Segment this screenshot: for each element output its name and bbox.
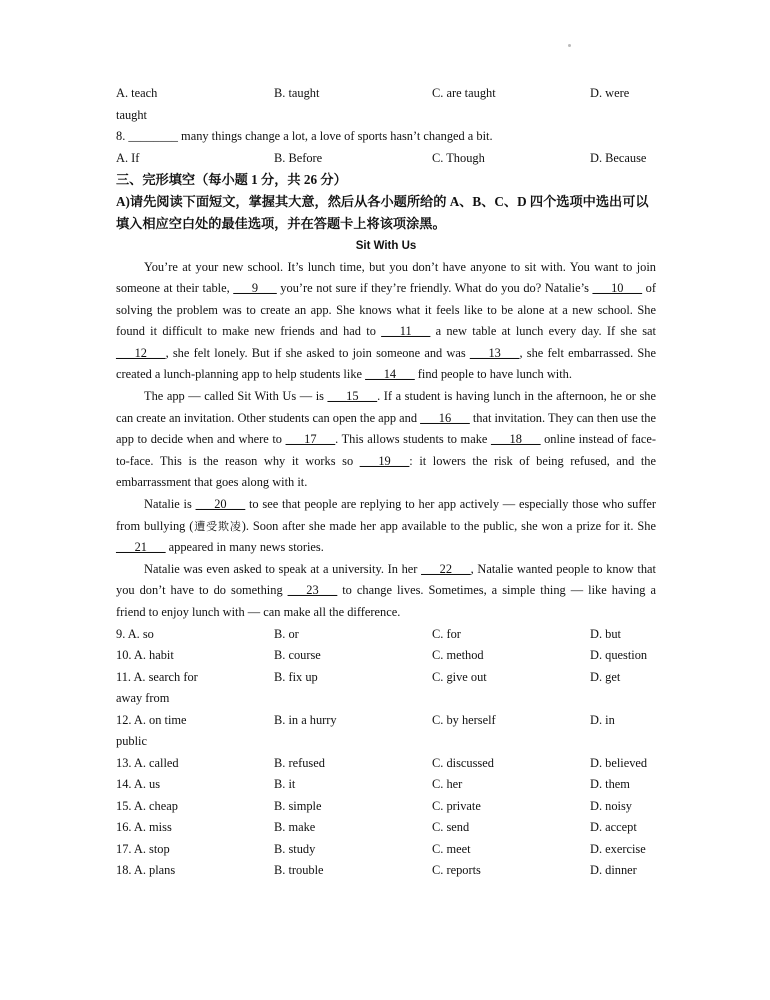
option-d: D. in	[590, 712, 615, 727]
section-heading: 三、完形填空（每小题 1 分，共 26 分）	[116, 172, 347, 187]
option-d: D. dinner	[590, 863, 637, 878]
option-a: 15. A. cheap	[116, 798, 178, 813]
option-c: C. give out	[432, 669, 487, 684]
option-row-q18	[116, 860, 656, 882]
option-b: B. simple	[274, 798, 322, 813]
option-d: D. but	[590, 626, 621, 641]
question-8: 8. ________ many things change a lot, a love of sports hasn’t changed a bit.	[116, 129, 493, 143]
blank-9: ___9___	[233, 281, 277, 296]
option-a: 13. A. called	[116, 755, 179, 770]
option-d: D. exercise	[590, 841, 646, 856]
option-b: B. or	[274, 626, 299, 641]
option-wrap: taught	[116, 107, 147, 122]
option-b: B. refused	[274, 755, 325, 770]
option-a: A. If	[116, 150, 140, 165]
blank-20: ___20___	[195, 497, 246, 512]
option-c: C. her	[432, 777, 463, 792]
option-d: D. them	[590, 777, 630, 792]
blank-10: ___10___	[592, 281, 643, 296]
option-b: B. in a hurry	[274, 712, 337, 727]
blank-23: ___23___	[287, 583, 338, 598]
option-wrap: away from	[116, 691, 170, 706]
option-row-q7	[116, 83, 656, 105]
option-b: B. study	[274, 841, 316, 856]
option-d: D. believed	[590, 755, 648, 770]
blank-15: ___15___	[327, 389, 378, 404]
option-b: B. make	[274, 820, 316, 835]
option-row-q14	[116, 774, 656, 796]
blank-11: ___11___	[381, 324, 431, 339]
passage-paragraph-1: You’re at your new school. It’s lunch time, but you don’t have anyone to sit with. You want to join someone at their table, ___9___ you’re not sure if they’re friendly. What do you do? Natalie’s ___10___ of solving the problem was to create an app. She knows what it feels like to be alone at a new school. She found it difficult to make new friends and had to ___11___ a new table at lunch every day. If she sat ___12___, she felt lonely. But if she asked to join someone and was ___13___, she felt embarrassed. She created a lunch-planning app to help students like ___14___ find people to have lunch with.	[116, 259, 656, 382]
option-c: C. meet	[432, 841, 471, 856]
option-b: B. trouble	[274, 863, 324, 878]
option-a: 14. A. us	[116, 777, 161, 792]
option-row-q12	[116, 710, 656, 732]
option-b: B. fix up	[274, 669, 318, 684]
blank-22: ___22___	[421, 561, 471, 576]
option-a: 12. A. on time	[116, 712, 187, 727]
option-c: C. send	[432, 820, 470, 835]
chinese-gloss: 遭受欺凌	[193, 519, 242, 533]
option-a: 16. A. miss	[116, 820, 172, 835]
blank-16: ___16___	[420, 410, 470, 425]
option-b: B. it	[274, 777, 296, 792]
option-d: D. Because	[590, 150, 647, 165]
option-row-q9	[116, 624, 656, 646]
section-instructions: A)请先阅读下面短文，掌握其大意，然后从各小题所给的 A、B、C、D 四个选项中选出可以填入相应空白处的最佳选项，并在答题卡上将该项涂黑。	[116, 193, 649, 231]
option-d: D. accept	[590, 820, 637, 835]
option-a: 17. A. stop	[116, 841, 170, 856]
option-row-q11	[116, 667, 656, 689]
option-d: D. get	[590, 669, 621, 684]
passage-title: Sit With Us	[355, 239, 417, 252]
option-d: D. question	[590, 648, 648, 663]
passage-paragraph-3: Natalie is ___20___ to see that people are replying to her app actively — especially those who suffer from bullying (遭受欺凌). Soon after she made her app available to the public, she won a prize for it. She ___21___ appeared in many news stories.	[116, 497, 657, 555]
option-row-q15	[116, 796, 656, 818]
option-a: 11. A. search for	[116, 669, 198, 684]
option-wrap: public	[116, 734, 147, 749]
option-c: C. private	[432, 798, 481, 813]
answer-options	[116, 624, 656, 882]
option-row-q13	[116, 753, 656, 775]
passage-paragraph-2: The app — called Sit With Us — is ___15___. If a student is having lunch in the afternoon, he or she can create an invitation. Other students can open the app and ___16___ that invitation. They can then use the app to decide when and where to ___17___. This allows students to make ___18___ online instead of face-to-face. This is the reason why it works so ___19___: it lowers the risk of being refused, and the embarrassment that goes along with it.	[116, 389, 656, 490]
blank-18: ___18___	[490, 432, 541, 447]
option-row-q10	[116, 645, 656, 667]
passage-paragraph-4: Natalie was even asked to speak at a university. In her ___22___, Natalie wanted people to know that you don’t have to do something ___23___ to change lives. Sometimes, a simple thing — like having a friend to enjoy lunch with — can make all the difference.	[116, 561, 656, 619]
blank-13: ___13___	[469, 345, 520, 360]
option-c: C. Though	[432, 150, 485, 165]
option-c: C. discussed	[432, 755, 494, 770]
option-a: 10. A. habit	[116, 648, 174, 663]
option-c: C. method	[432, 648, 484, 663]
blank-17: ___17___	[285, 432, 336, 447]
option-b: B. Before	[274, 150, 323, 165]
option-row-q16	[116, 817, 656, 839]
option-row-q8	[116, 148, 656, 170]
option-row-q17	[116, 839, 656, 861]
option-d: D. noisy	[590, 798, 632, 813]
option-a: 9. A. so	[116, 626, 154, 641]
blank-21: ___21___	[116, 540, 166, 555]
option-b: B. course	[274, 648, 321, 663]
page-mark	[568, 44, 571, 47]
exam-content	[116, 83, 656, 882]
blank-19: ___19___	[359, 453, 410, 468]
option-c: C. for	[432, 626, 461, 641]
option-b: B. taught	[274, 86, 320, 100]
option-c: C. by herself	[432, 712, 496, 727]
option-c: C. are taught	[432, 86, 496, 100]
blank-12: ___12___	[116, 345, 166, 360]
option-a: A. teach	[116, 86, 158, 100]
option-d: D. were	[590, 86, 630, 100]
blank-14: ___14___	[365, 367, 415, 382]
option-c: C. reports	[432, 863, 481, 878]
option-a: 18. A. plans	[116, 863, 176, 878]
